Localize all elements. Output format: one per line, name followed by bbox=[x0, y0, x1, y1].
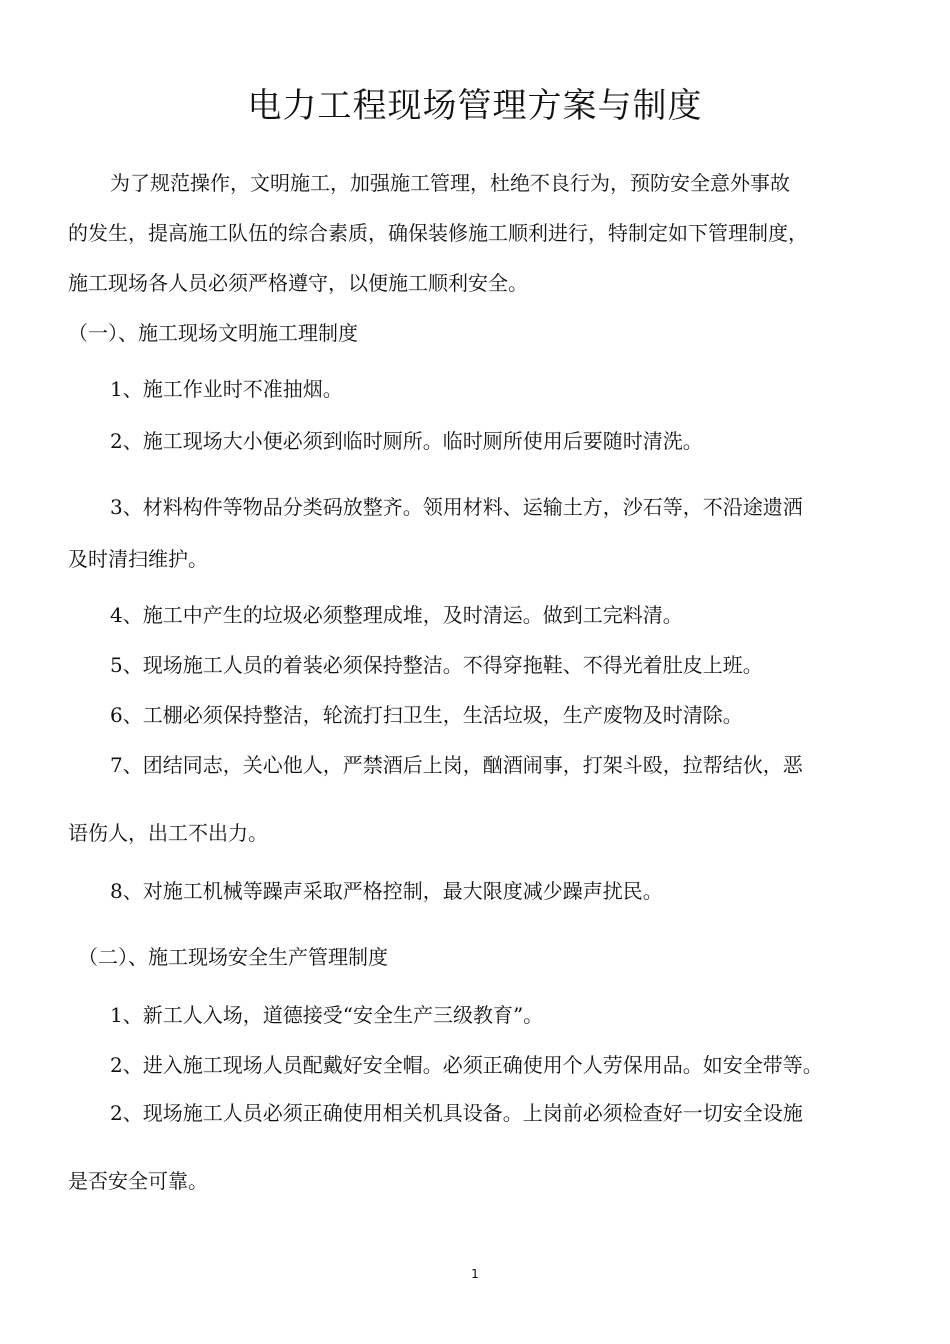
document-title: 电力工程现场管理方案与制度 bbox=[247, 86, 703, 126]
section-1-item-3-continued: 及时清扫维护。 bbox=[68, 547, 208, 571]
section-1-heading: （一）、施工现场文明施工理制度 bbox=[68, 321, 358, 345]
section-2-heading: （二）、施工现场安全生产管理制度 bbox=[78, 945, 388, 969]
section-1-item-8: 8、对施工机械等躁声采取严格控制，最大限度减少躁声扰民。 bbox=[110, 879, 663, 903]
section-1-item-5: 5、现场施工人员的着装必须保持整洁。不得穿拖鞋、不得光着肚皮上班。 bbox=[110, 653, 763, 677]
section-2-item-2b-continued: 是否安全可靠。 bbox=[68, 1169, 208, 1193]
section-1-item-2: 2、施工现场大小便必须到临时厕所。临时厕所使用后要随时清洗。 bbox=[110, 429, 703, 453]
section-2-item-1: 1、新工人入场，道德接受“安全生产三级教育”。 bbox=[110, 1003, 544, 1027]
section-1-item-3: 3、材料构件等物品分类码放整齐。领用材料、运输土方，沙石等，不沿途遗洒 bbox=[110, 495, 803, 519]
section-2-item-2b: 2、现场施工人员必须正确使用相关机具设备。上岗前必须检查好一切安全设施 bbox=[110, 1101, 803, 1125]
intro-line-3: 施工现场各人员必须严格遵守，以便施工顺利安全。 bbox=[68, 271, 528, 295]
page-number: 1 bbox=[471, 1267, 479, 1281]
intro-line-1: 为了规范操作，文明施工，加强施工管理，杜绝不良行为，预防安全意外事故 bbox=[110, 171, 790, 195]
section-1-item-6: 6、工棚必须保持整洁，轮流打扫卫生，生活垃圾，生产废物及时清除。 bbox=[110, 703, 743, 727]
section-1-item-4: 4、施工中产生的垃圾必须整理成堆，及时清运。做到工完料清。 bbox=[110, 603, 683, 627]
section-1-item-7-continued: 语伤人，出工不出力。 bbox=[68, 821, 268, 845]
intro-line-2: 的发生，提高施工队伍的综合素质，确保装修施工顺利进行，特制定如下管理制度， bbox=[68, 221, 808, 245]
section-1-item-7: 7、团结同志，关心他人，严禁酒后上岗，酗酒闹事，打架斗殴，拉帮结伙，恶 bbox=[110, 753, 803, 777]
section-2-item-2a: 2、进入施工现场人员配戴好安全帽。必须正确使用个人劳保用品。如安全带等。 bbox=[110, 1053, 823, 1077]
section-1-item-1: 1、施工作业时不准抽烟。 bbox=[110, 377, 343, 401]
